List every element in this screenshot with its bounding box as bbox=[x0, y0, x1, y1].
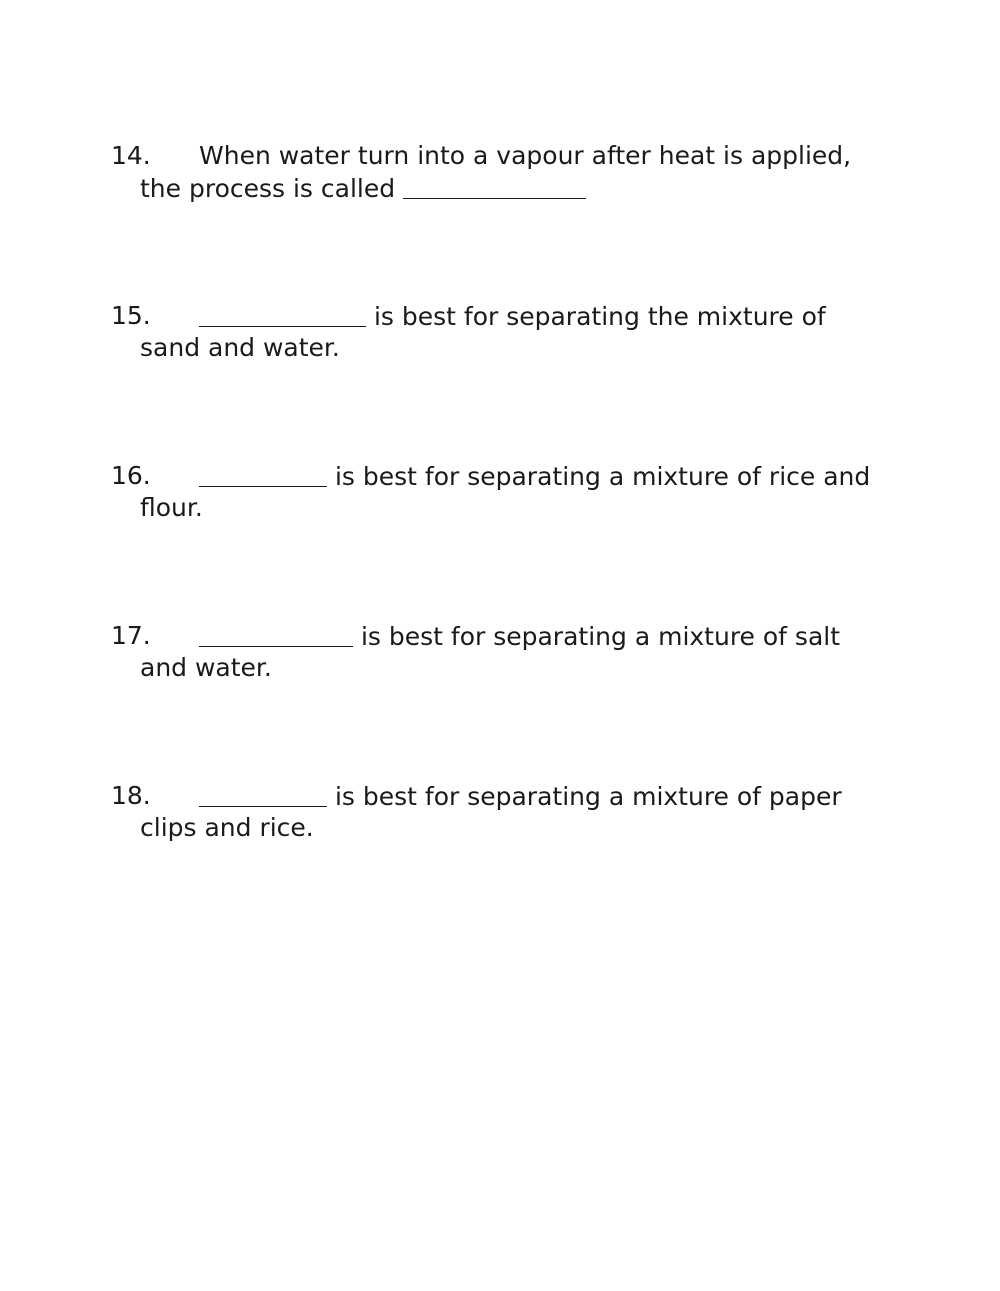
question-text-line1 bbox=[199, 300, 826, 333]
answer-blank[interactable] bbox=[199, 302, 366, 327]
question-text: is best for separating a mixture of salt bbox=[360, 622, 841, 651]
question-text-line2: sand and water. bbox=[140, 333, 340, 362]
question-text: is best for separating a mixture of rice and bbox=[334, 462, 871, 491]
question-text-line2: clips and rice. bbox=[140, 813, 314, 842]
question-number: 17. bbox=[111, 621, 151, 650]
answer-blank[interactable] bbox=[403, 174, 586, 199]
answer-blank[interactable] bbox=[199, 462, 327, 487]
question-number: 16. bbox=[111, 461, 151, 490]
question-text-line2: and water. bbox=[140, 653, 272, 682]
question-number: 15. bbox=[111, 301, 151, 330]
question-text: is best for separating the mixture of bbox=[373, 302, 826, 331]
answer-blank[interactable] bbox=[199, 782, 327, 807]
question-number: 14. bbox=[111, 141, 151, 170]
question-number: 18. bbox=[111, 781, 151, 810]
question-text-line2 bbox=[140, 172, 586, 205]
question-text-line1 bbox=[199, 460, 870, 493]
question-text-line1 bbox=[199, 780, 842, 813]
question-text-line2: flour. bbox=[140, 493, 203, 522]
question-text: is best for separating a mixture of paper bbox=[334, 782, 842, 811]
answer-blank[interactable] bbox=[199, 622, 353, 647]
question-text-line1 bbox=[199, 620, 840, 653]
question-text: the process is called bbox=[140, 174, 396, 203]
question-text-line1: When water turn into a vapour after heat is applied, bbox=[199, 141, 852, 170]
